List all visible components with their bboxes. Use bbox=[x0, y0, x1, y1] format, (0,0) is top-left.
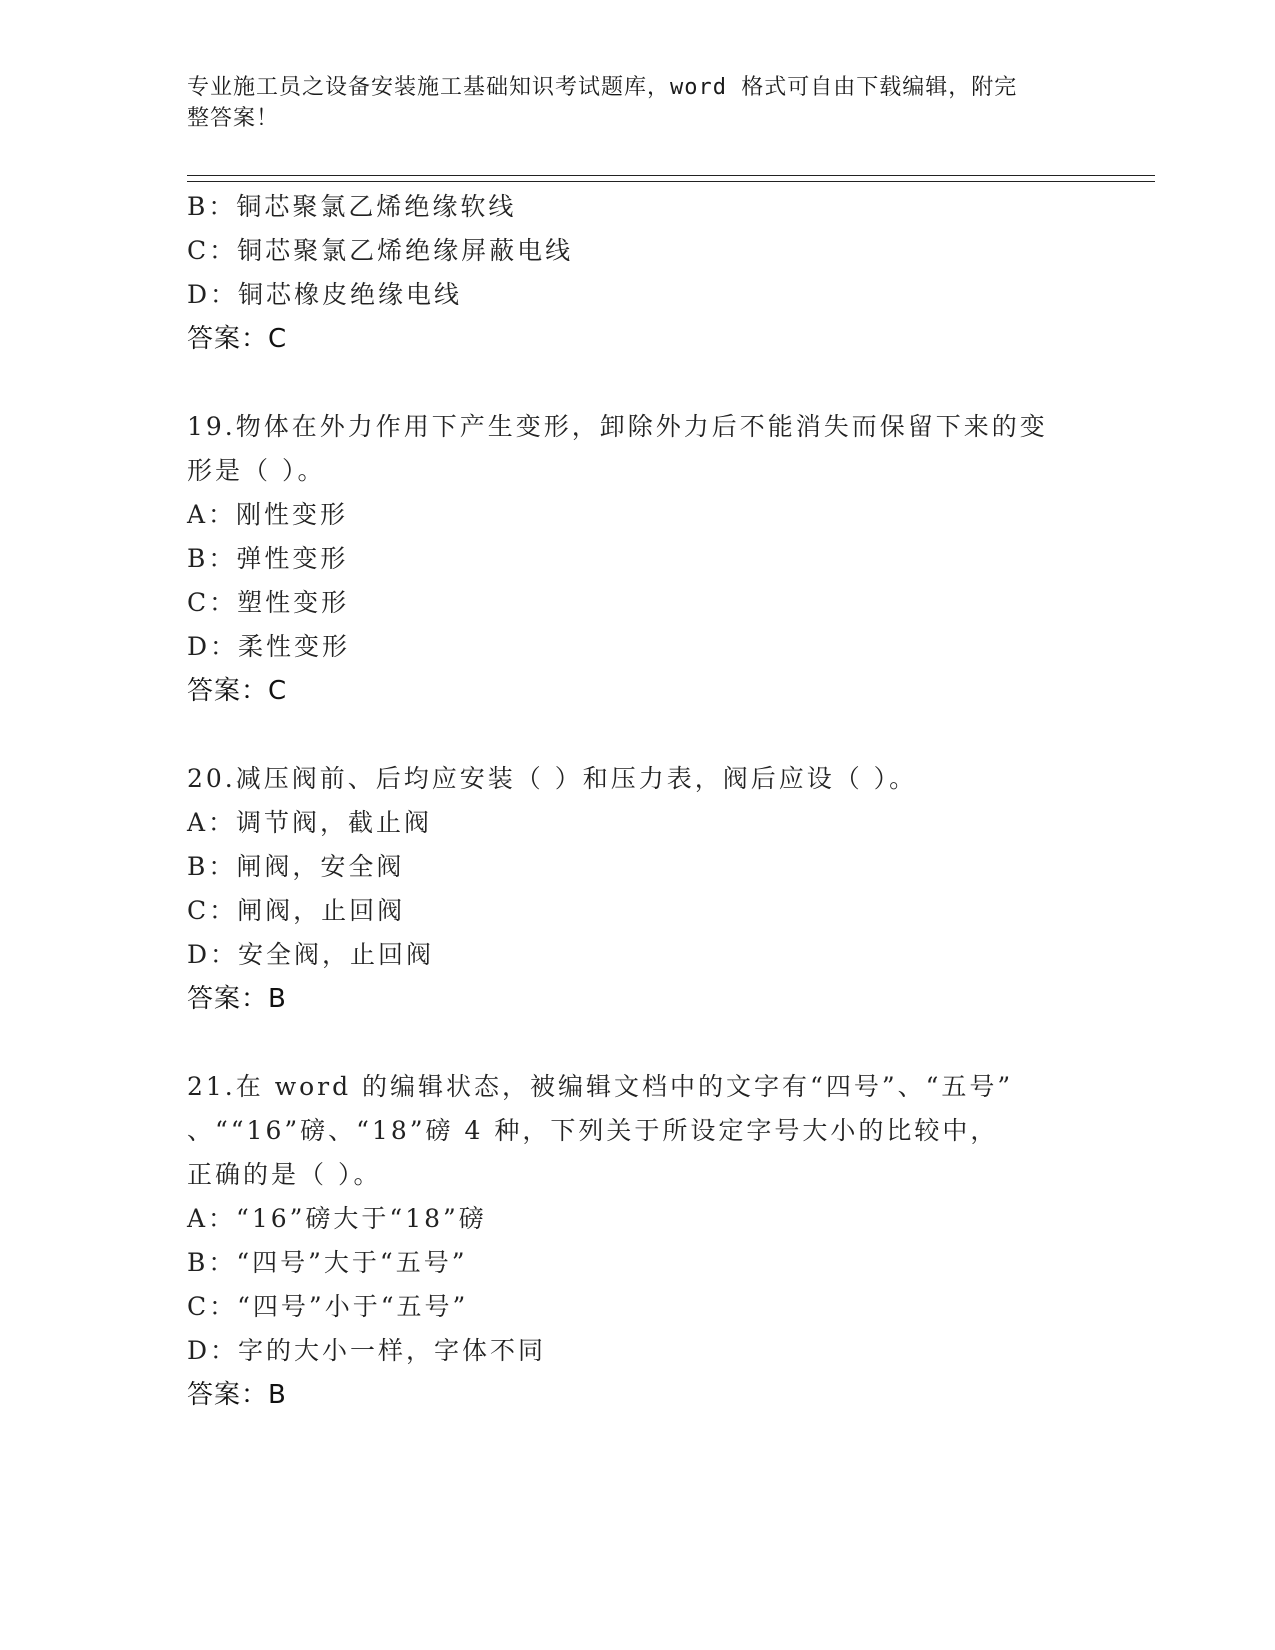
q18-option-d: D：铜芯橡皮绝缘电线 bbox=[187, 280, 463, 309]
q21-option-a: A：“16”磅大于“18”磅 bbox=[187, 1204, 487, 1233]
header-rule-top bbox=[187, 175, 1155, 176]
q21-question-line-2: 、““16”磅、“18”磅 4 种，下列关于所设定字号大小的比较中， bbox=[187, 1116, 999, 1145]
header-rule-bottom bbox=[187, 181, 1155, 182]
q19-answer: 答案：C bbox=[187, 676, 288, 706]
q20-option-c: C：闸阀，止回阀 bbox=[187, 896, 406, 925]
header-line-1: 专业施工员之设备安装施工基础知识考试题库，word 格式可自由下载编辑，附完 bbox=[187, 75, 1018, 100]
q20-answer: 答案：B bbox=[187, 984, 287, 1014]
q18-answer: 答案：C bbox=[187, 324, 288, 354]
q19-option-c: C：塑性变形 bbox=[187, 588, 350, 617]
q20-option-a: A：调节阀，截止阀 bbox=[187, 808, 433, 837]
q21-answer: 答案：B bbox=[187, 1380, 287, 1410]
document-header bbox=[187, 72, 1067, 134]
q19-question-line-2: 形是（ ）。 bbox=[187, 456, 326, 485]
q19-question-line-1: 19.物体在外力作用下产生变形，卸除外力后不能消失而保留下来的变 bbox=[187, 412, 1048, 441]
q21-question-line-3: 正确的是（ ）。 bbox=[187, 1160, 382, 1189]
q18-option-b: B：铜芯聚氯乙烯绝缘软线 bbox=[187, 192, 517, 221]
q21-option-c: C：“四号”小于“五号” bbox=[187, 1292, 469, 1321]
q21-option-d: D：字的大小一样，字体不同 bbox=[187, 1336, 547, 1365]
q19-option-a: A：刚性变形 bbox=[187, 500, 349, 529]
q20-option-d: D：安全阀，止回阀 bbox=[187, 940, 435, 969]
q21-question-line-1: 21.在 word 的编辑状态，被编辑文档中的文字有“四号”、“五号” bbox=[187, 1072, 1014, 1101]
q21-option-b: B：“四号”大于“五号” bbox=[187, 1248, 468, 1277]
q19-option-b: B：弹性变形 bbox=[187, 544, 349, 573]
q18-option-c: C：铜芯聚氯乙烯绝缘屏蔽电线 bbox=[187, 236, 574, 265]
q20-question-line-1: 20.减压阀前、后均应安装（ ）和压力表，阀后应设（ ）。 bbox=[187, 764, 918, 793]
q19-option-d: D：柔性变形 bbox=[187, 632, 351, 661]
q20-option-b: B：闸阀，安全阀 bbox=[187, 852, 405, 881]
header-line-2: 整答案！ bbox=[187, 106, 280, 131]
